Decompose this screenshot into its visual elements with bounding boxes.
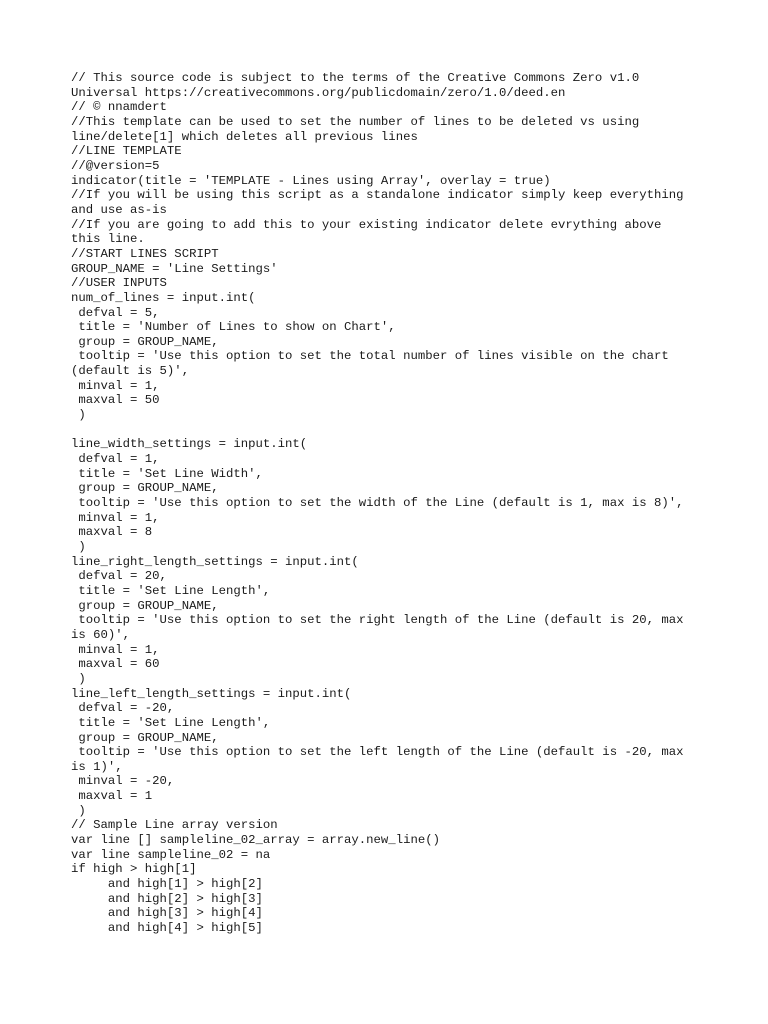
code-line: //USER INPUTS <box>71 276 167 291</box>
code-line: and high[2] > high[3] <box>71 891 263 906</box>
code-line: group = GROUP_NAME, <box>71 730 219 745</box>
code-line: //This template can be used to set the number of lines to be deleted vs using <box>71 114 640 129</box>
code-line: defval = 5, <box>71 305 160 320</box>
code-line: tooltip = 'Use this option to set the right length of the Line (default is 20, max <box>71 613 684 628</box>
code-line: is 1)', <box>71 759 123 774</box>
code-line: tooltip = 'Use this option to set the total number of lines visible on the chart <box>71 349 669 364</box>
source-code-block <box>71 71 711 936</box>
code-line: title = 'Set Line Width', <box>71 466 263 481</box>
code-line: defval = 1, <box>71 452 160 467</box>
code-line: line/delete[1] which deletes all previous lines <box>71 129 418 144</box>
code-line: // Sample Line array version <box>71 818 278 833</box>
code-line: //If you will be using this script as a standalone indicator simply keep everything <box>71 188 684 203</box>
code-line: GROUP_NAME = 'Line Settings' <box>71 261 278 276</box>
code-line: ) <box>71 803 86 818</box>
code-line: (default is 5)', <box>71 364 190 379</box>
code-line: maxval = 1 <box>71 789 153 804</box>
code-line: title = 'Set Line Length', <box>71 715 271 730</box>
code-line: // This source code is subject to the terms of the Creative Commons Zero v1.0 <box>71 71 640 85</box>
code-line: var line sampleline_02 = na <box>71 847 271 862</box>
code-line: tooltip = 'Use this option to set the left length of the Line (default is -20, max <box>71 745 684 760</box>
code-line: maxval = 50 <box>71 393 160 408</box>
code-line: line_width_settings = input.int( <box>71 437 308 452</box>
code-line: indicator(title = 'TEMPLATE - Lines using Array', overlay = true) <box>71 173 551 188</box>
code-line: minval = 1, <box>71 642 160 657</box>
code-line: //LINE TEMPLATE <box>71 144 182 159</box>
code-line: and high[3] > high[4] <box>71 906 263 921</box>
code-line: minval = 1, <box>71 510 160 525</box>
code-line: title = 'Number of Lines to show on Chart', <box>71 320 396 335</box>
code-line: //@version=5 <box>71 158 160 173</box>
code-line: defval = 20, <box>71 569 167 584</box>
code-line: title = 'Set Line Length', <box>71 583 271 598</box>
code-line: Universal https://creativecommons.org/publicdomain/zero/1.0/deed.en <box>71 85 566 100</box>
code-line: if high > high[1] <box>71 862 197 877</box>
code-line: ) <box>71 671 86 686</box>
code-line: ) <box>71 408 86 423</box>
code-line: //START LINES SCRIPT <box>71 246 219 261</box>
code-line <box>71 423 711 438</box>
code-line: //If you are going to add this to your existing indicator delete evrything above <box>71 217 662 232</box>
code-line: line_right_length_settings = input.int( <box>71 554 359 569</box>
code-line: num_of_lines = input.int( <box>71 290 256 305</box>
code-line: maxval = 60 <box>71 657 160 672</box>
code-line: group = GROUP_NAME, <box>71 598 219 613</box>
code-line: group = GROUP_NAME, <box>71 334 219 349</box>
code-line: minval = 1, <box>71 378 160 393</box>
code-line: defval = -20, <box>71 701 175 716</box>
code-line: var line [] sampleline_02_array = array.new_line() <box>71 833 440 848</box>
code-line: group = GROUP_NAME, <box>71 481 219 496</box>
code-line: maxval = 8 <box>71 525 153 540</box>
code-line: is 60)', <box>71 627 131 642</box>
code-line: minval = -20, <box>71 774 175 789</box>
code-line: tooltip = 'Use this option to set the width of the Line (default is 1, max is 8)', <box>71 496 684 511</box>
code-line: this line. <box>71 232 145 247</box>
code-line: // © nnamdert <box>71 100 167 115</box>
code-line: ) <box>71 539 86 554</box>
code-line: and high[4] > high[5] <box>71 921 263 936</box>
code-line: and use as-is <box>71 202 167 217</box>
code-line: line_left_length_settings = input.int( <box>71 686 352 701</box>
code-line: and high[1] > high[2] <box>71 877 263 892</box>
